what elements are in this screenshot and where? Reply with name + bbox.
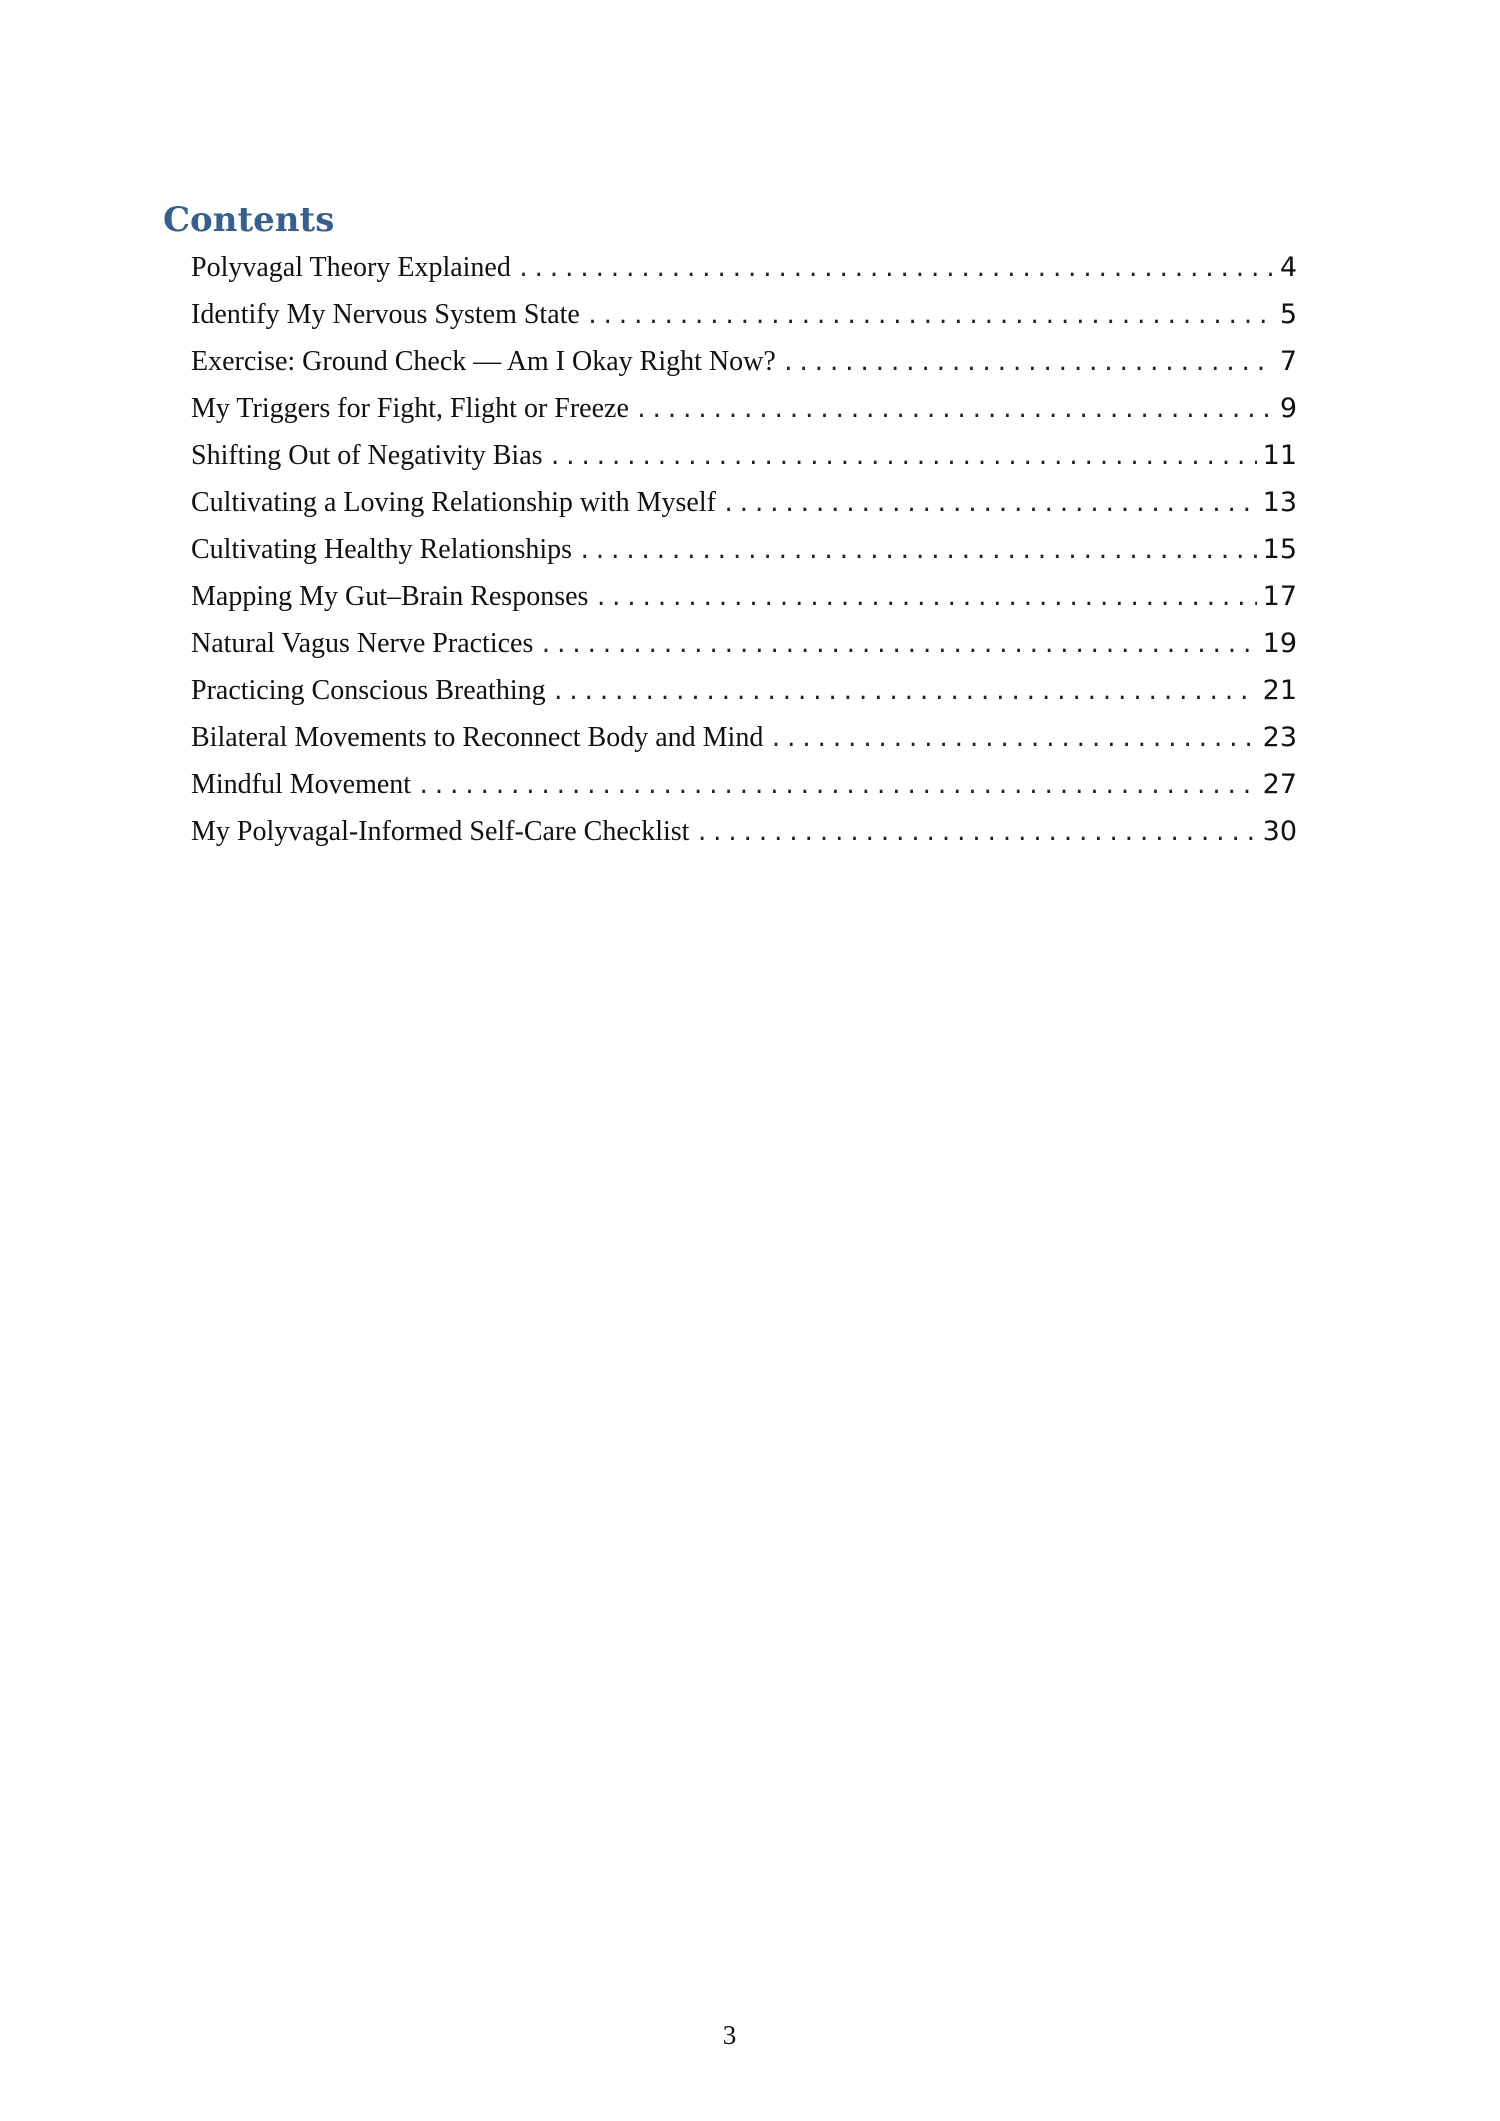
toc-entry[interactable] (191, 338, 1297, 385)
toc-entry-title: My Polyvagal-Informed Self-Care Checklist (191, 816, 690, 847)
toc-entry-title: My Triggers for Fight, Flight or Freeze (191, 393, 629, 424)
toc-entry-page: 13 (1262, 487, 1297, 518)
toc-entry[interactable] (191, 667, 1297, 714)
toc-entry-title: Natural Vagus Nerve Practices (191, 628, 534, 659)
toc-entry[interactable] (191, 526, 1297, 573)
toc-entry-page: 17 (1262, 581, 1297, 612)
toc-entry[interactable] (191, 714, 1297, 761)
toc-entry[interactable] (191, 761, 1297, 808)
page-number: 3 (722, 2020, 737, 2050)
toc-entry-page: 7 (1279, 346, 1297, 377)
toc-entry-page: 4 (1279, 252, 1297, 283)
toc-dot-leader (722, 481, 1257, 528)
toc-entry-page: 11 (1262, 440, 1297, 471)
toc-entry-page: 27 (1262, 769, 1297, 800)
toc-entry-page: 19 (1262, 628, 1297, 659)
toc-dot-leader (586, 293, 1274, 340)
toc-entry-page: 21 (1262, 675, 1297, 706)
toc-entry[interactable] (191, 432, 1297, 479)
toc-entry-title: Mapping My Gut–Brain Responses (191, 581, 589, 612)
toc-dot-leader (417, 763, 1257, 810)
toc-dot-leader (549, 434, 1257, 481)
toc-entry-title: Cultivating a Loving Relationship with Myself (191, 487, 716, 518)
contents-heading: Contents (163, 200, 335, 240)
toc-dot-leader (635, 387, 1274, 434)
toc-entry[interactable] (191, 385, 1297, 432)
toc-entry-title: Exercise: Ground Check — Am I Okay Right Now? (191, 346, 776, 377)
table-of-contents (191, 244, 1297, 855)
toc-entry-page: 5 (1279, 299, 1297, 330)
toc-entry-title: Practicing Conscious Breathing (191, 675, 546, 706)
toc-dot-leader (578, 528, 1257, 575)
toc-dot-leader (594, 575, 1256, 622)
toc-entry-page: 30 (1262, 816, 1297, 847)
toc-entry[interactable] (191, 573, 1297, 620)
toc-dot-leader (782, 340, 1274, 387)
toc-entry-title: Identify My Nervous System State (191, 299, 580, 330)
toc-entry[interactable] (191, 479, 1297, 526)
toc-entry-page: 9 (1279, 393, 1297, 424)
toc-entry[interactable] (191, 244, 1297, 291)
toc-entry-page: 23 (1262, 722, 1297, 753)
toc-entry[interactable] (191, 808, 1297, 855)
toc-dot-leader (552, 669, 1257, 716)
toc-entry-title: Polyvagal Theory Explained (191, 252, 511, 283)
toc-entry-title: Cultivating Healthy Relationships (191, 534, 573, 565)
toc-entry[interactable] (191, 620, 1297, 667)
toc-entry[interactable] (191, 291, 1297, 338)
toc-entry-page: 15 (1262, 534, 1297, 565)
toc-dot-leader (539, 622, 1256, 669)
toc-dot-leader (769, 716, 1256, 763)
toc-dot-leader (695, 810, 1256, 857)
toc-entry-title: Mindful Movement (191, 769, 412, 800)
toc-dot-leader (517, 246, 1274, 293)
toc-entry-title: Shifting Out of Negativity Bias (191, 440, 543, 471)
toc-entry-title: Bilateral Movements to Reconnect Body and Mind (191, 722, 764, 753)
